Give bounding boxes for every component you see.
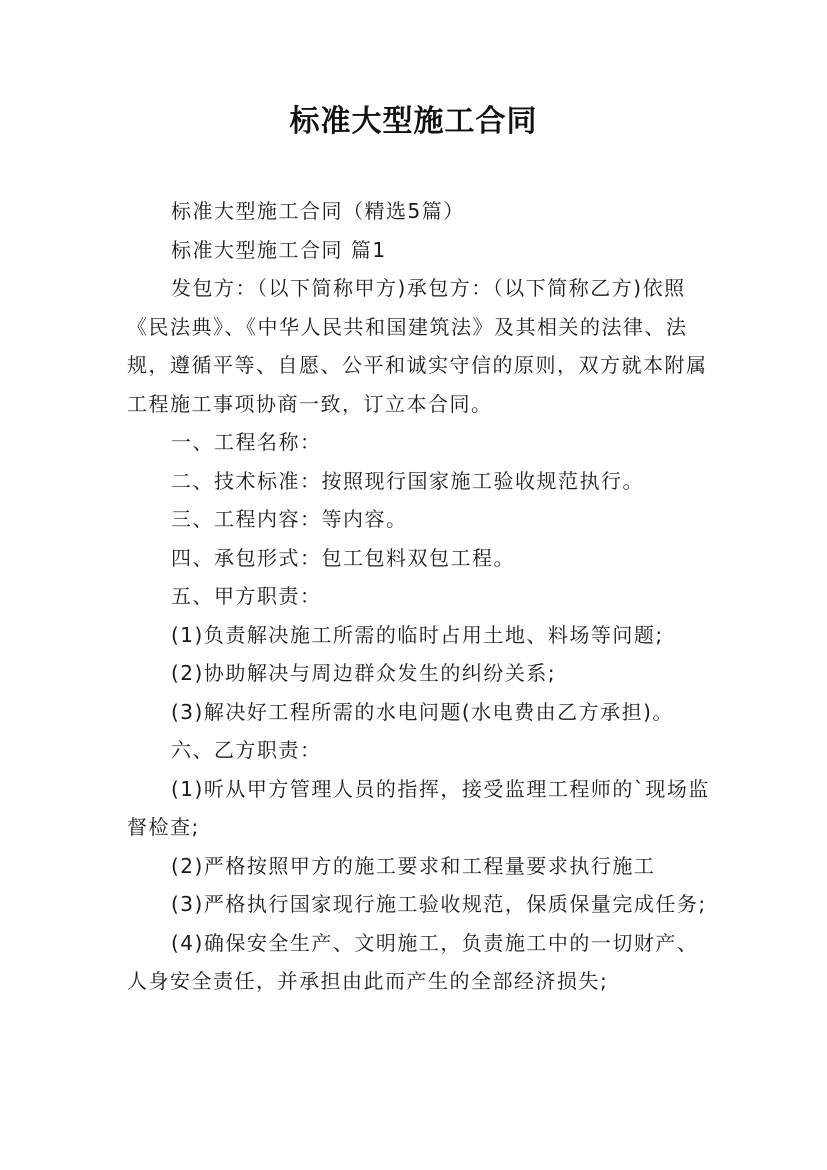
- clause-project-name: 一、工程名称：: [171, 430, 322, 454]
- clause-contract-form: 四、承包形式：包工包料双包工程。: [171, 545, 515, 570]
- party-b-duty-item: (4)确保安全生产、文明施工，负责施工中的一切财产、人身安全责任，并承担由此而产生的全部经济损失;: [127, 930, 699, 993]
- clause-project-content: 三、工程内容：等内容。: [171, 507, 408, 531]
- document-title: 标准大型施工合同: [289, 104, 538, 139]
- clause-technical-standard: 二、技术标准：按照现行国家施工验收规范执行。: [171, 468, 644, 493]
- party-a-duty-item: (2)协助解决与周边群众发生的纠纷关系;: [171, 661, 557, 685]
- paragraph-section-heading: 标准大型施工合同 篇1: [171, 237, 387, 262]
- party-b-duty-item: (3)严格执行国家现行施工验收规范，保质保量完成任务;: [171, 892, 707, 916]
- paragraph-subtitle: 标准大型施工合同（精选5篇）: [171, 199, 465, 223]
- party-a-duty-item: (3)解决好工程所需的水电问题(水电费由乙方承担)。: [171, 699, 674, 724]
- clause-party-b-duties: 六、乙方职责：: [171, 738, 322, 762]
- party-b-duty-item: (1)听从甲方管理人员的指挥，接受监理工程师的`现场监督检查;: [127, 776, 710, 839]
- paragraph-intro: 发包方：（以下简称甲方)承包方：（以下简称乙方)依照《民法典》、《中华人民共和国建筑法》及其相关的法律、法规，遵循平等、自愿、公平和诚实守信的原则，双方就本附属工程施工事项协商一致，订立本合同。: [127, 276, 708, 416]
- clause-party-a-duties: 五、甲方职责：: [171, 584, 322, 608]
- document-body: [127, 192, 717, 1001]
- party-b-duty-item: (2)严格按照甲方的施工要求和工程量要求执行施工: [171, 853, 656, 878]
- party-a-duty-item: (1)负责解决施工所需的临时占用土地、料场等问题;: [171, 622, 664, 647]
